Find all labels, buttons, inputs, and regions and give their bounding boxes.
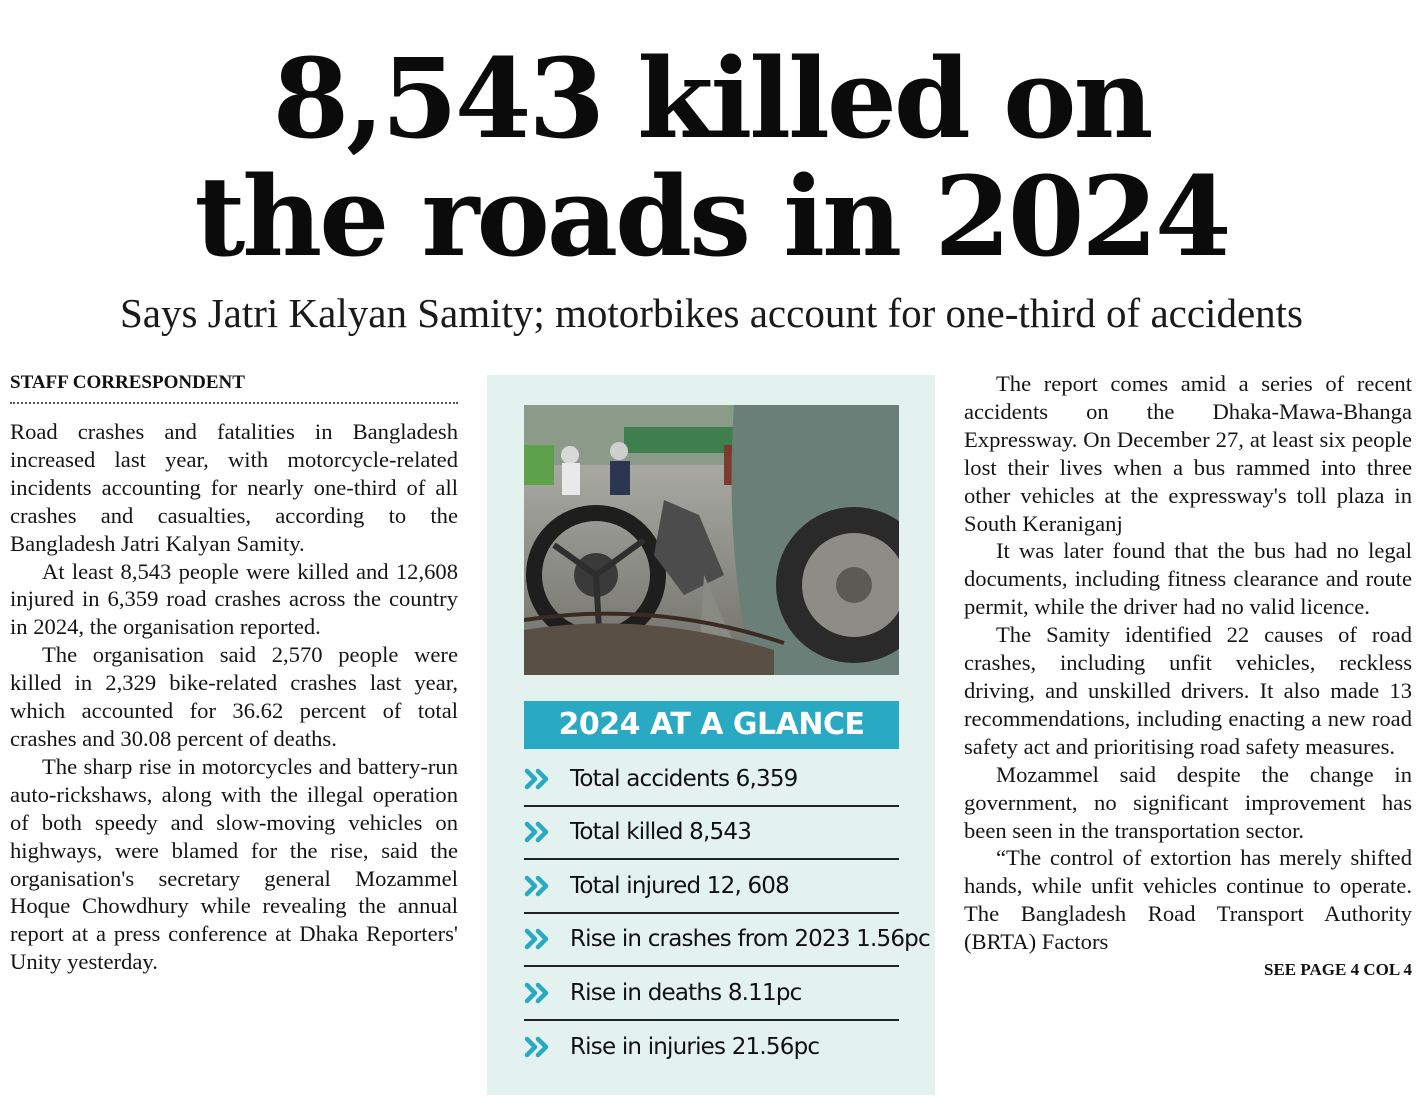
subheadline: Says Jatri Kalyan Samity; motorbikes account for one-third of accidents xyxy=(120,290,1303,336)
crash-photo xyxy=(524,405,899,675)
glance-item-label: Rise in injuries 21.56pc xyxy=(570,1034,820,1061)
double-chevron-icon xyxy=(524,820,570,844)
double-chevron-icon xyxy=(524,1035,570,1059)
glance-item-label: Total killed 8,543 xyxy=(570,819,752,846)
headline-line-2: the roads in 2024 xyxy=(194,152,1229,281)
double-chevron-icon xyxy=(524,981,570,1005)
glance-item-total-accidents xyxy=(524,753,899,807)
headline xyxy=(0,34,1423,281)
glance-list xyxy=(524,753,930,1074)
glance-item-rise-crashes xyxy=(524,914,930,968)
left-body xyxy=(10,418,458,976)
glance-item-total-injured xyxy=(524,860,899,914)
paragraph: The Samity identified 22 causes of road crashes, including unfit vehicles, reckless driving, and unskilled drivers. It also made 13 recommendations, including enacting a new road safety act and prioritising road safety measures. xyxy=(964,622,1412,759)
glance-item-label: Rise in deaths 8.11pc xyxy=(570,979,802,1006)
glance-item-rise-injuries xyxy=(524,1021,899,1075)
glance-item-rise-deaths xyxy=(524,967,899,1021)
continued-on-page: SEE PAGE 4 COL 4 xyxy=(1264,960,1412,980)
headline-line-1: 8,543 killed on xyxy=(272,34,1151,163)
paragraph: Road crashes and fatalities in Bangladesh increased last year, with motorcycle-related incidents accounting for nearly one-third of all crashes and casualties, according to the Bangladesh Jatri Kalyan Samity. xyxy=(10,419,458,556)
paragraph: Mozammel said despite the change in government, no significant improvement has been seen in the transportation sector. xyxy=(964,761,1412,843)
double-chevron-icon xyxy=(524,874,570,898)
right-column xyxy=(964,370,1412,980)
double-chevron-icon xyxy=(524,927,570,951)
glance-header: 2024 AT A GLANCE xyxy=(524,701,899,749)
paragraph: The sharp rise in motorcycles and battery-run auto-rickshaws, along with the illegal operation of both speedy and slow-moving vehicles on highways, were blamed for the rise, said the organisation's secretary general Mozammel Hoque Chowdhury while revealing the annual report at a press conference at Dhaka Reporters' Unity yesterday. xyxy=(10,753,458,975)
glance-item-label: Rise in crashes from 2023 1.56pc xyxy=(570,926,930,953)
paragraph: The report comes amid a series of recent accidents on the Dhaka-Mawa-Bhanga Expressway. On December 27, at least six people lost their lives when a bus rammed into three other vehicles at the expressway's toll plaza in South Keraniganj xyxy=(964,371,1412,536)
byline-divider xyxy=(10,402,458,404)
glance-sidebar xyxy=(487,375,935,1095)
glance-item-total-killed xyxy=(524,807,899,861)
paragraph: It was later found that the bus had no legal documents, including fitness clearance and route permit, while the driver had no valid licence. xyxy=(964,538,1412,620)
paragraph: The organisation said 2,570 people were killed in 2,329 bike-related crashes last year, which accounted for 36.62 percent of total crashes and 30.08 percent of deaths. xyxy=(10,642,458,751)
left-column xyxy=(10,370,458,976)
glance-item-label: Total injured 12, 608 xyxy=(570,872,789,899)
paragraph: At least 8,543 people were killed and 12,608 injured in 6,359 road crashes across the country in 2024, the organisation reported. xyxy=(10,558,458,640)
motorcycle-wreck-illustration xyxy=(524,405,899,675)
byline: STAFF CORRESPONDENT xyxy=(10,372,245,393)
paragraph: “The control of extortion has merely shifted hands, while unfit vehicles continue to operate. The Bangladesh Road Transport Authority (BRTA) Factors xyxy=(964,845,1412,955)
right-body xyxy=(964,370,1412,956)
glance-item-label: Total accidents 6,359 xyxy=(570,765,798,792)
double-chevron-icon xyxy=(524,767,570,791)
